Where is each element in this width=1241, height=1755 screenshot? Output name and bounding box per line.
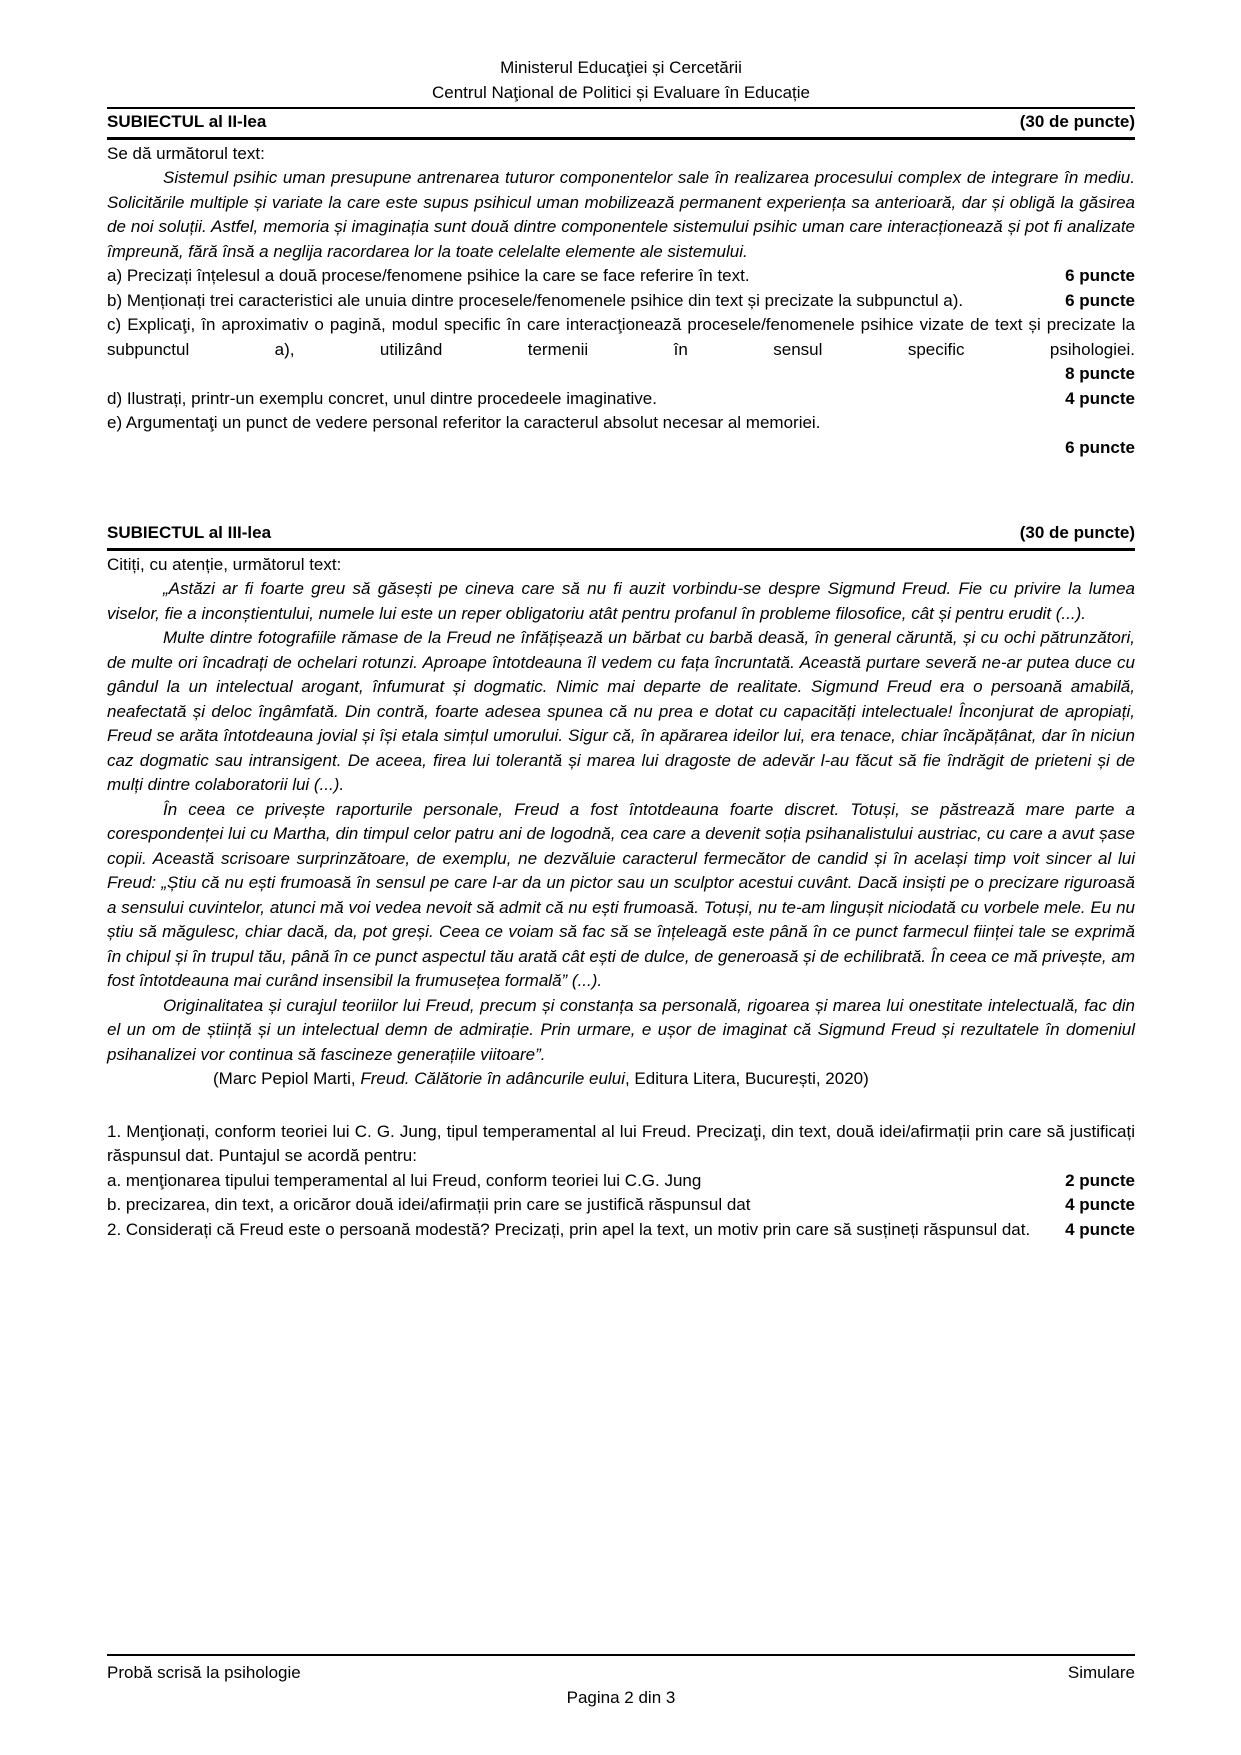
subject3-question-1b xyxy=(107,1193,1135,1218)
document-header xyxy=(107,56,1135,109)
subject3-paragraph-3: În ceea ce privește raporturile personale, Freud a fost întotdeauna foarte discret. Totuși, se păstrează mare parte a corespondenței lui cu Martha, din timpul celor patru ani de logodnă, cea care a devenit soția psihanalistului austriac, cu care a avut șase copii. Această scrisoare surprinzătoare, de exemplu, ne dezvăluie caracterul fermecător de candid și în același timp voit sincer al lui Freud: „Știu că nu ești frumoasă în sensul pe care l-ar da un pictor sau un sculptor acestui cuvânt. Dacă insiști pe o precizare riguroasă a sensului cuvintelor, atunci mă voi vedea nevoit să admit că nu ești frumoasă. Totuși, nu te-am lingușit niciodată cu vorbele mele. Eu nu știu să măgulesc, chiar dacă, da, pot greși. Ceea ce voiam să fac să se înțeleagă este până în ce punct farmecul ființei tale se exprimă în chipul și în trupul tău, până în ce punct aspectul tău arată cât ești de dulce, de generoasă și de echilibrată. În ceea ce mă privește, am fost întotdeauna mai curând insensibil la frumusețea formală” (...). xyxy=(107,799,1135,990)
subject2-item-c xyxy=(107,313,1135,362)
subject2-item-b-text: b) Menționați trei caracteristici ale unuia dintre procesele/fenomenele psihice din text și precizate la subpunctul a). xyxy=(107,290,964,310)
subject3-question-1a-points: 2 puncte xyxy=(1065,1170,1135,1190)
subject3-paragraph-2: Multe dintre fotografiile rămase de la Freud ne înfățișează un bărbat cu barbă deasă, în general căruntă, și cu ochi pătrunzători, de multe ori încadrați de ochelari rotunzi. Aproape întotdeauna îl vedem cu fața încruntată. Această purtare severă ne-ar putea duce cu gândul la un intelectual arogant, înfumurat și dogmatic. Nimic mai departe de realitate. Sigmund Freud era o persoană amabilă, neafectată și deloc îngâmfată. Din contră, foarte adesea spunea că nu prea e dotat cu capacități intelectuale! Înconjurat de apropiați, Freud se arăta întotdeauna jovial și își etala simțul umorului. Sigur că, în apărarea ideilor lui, era tenace, chiar încăpățânat, dar în niciun caz dogmatic sau intransigent. De aceea, firea lui tolerantă și marea lui dragoste de adevăr l-au făcut să fie îndrăgit de prieteni și de mulți dintre colaboratorii lui (...). xyxy=(107,628,1135,794)
subject2-item-a-points: 6 puncte xyxy=(1065,266,1135,285)
subject2-item-c-points: 8 puncte xyxy=(1065,364,1135,383)
subject3-title: SUBIECTUL al III-lea xyxy=(107,523,272,542)
subject2-intro: Se dă următorul text: xyxy=(107,143,265,163)
subject2-item-a-text: a) Precizați înțelesul a două procese/fenomene psihice la care se face referire în text. xyxy=(107,266,750,285)
subject2-item-a xyxy=(107,264,1135,289)
subject3-intro: Citiți, cu atenție, următorul text: xyxy=(107,554,342,574)
footer-exam-name: Probă scrisă la psihologie xyxy=(107,1663,301,1682)
header-center-line: Centrul Naţional de Politici și Evaluare în Educație xyxy=(432,82,810,102)
subject2-title: SUBIECTUL al II-lea xyxy=(107,112,267,131)
subject2-item-e xyxy=(107,411,1135,436)
subject2-quote-text: Sistemul psihic uman presupune antrenarea tuturor componentelor sale în realizarea procesului complex de integrare în mediu. Solicitările multiple și variate la care este supus psihicul uman mobilizează permanent experiența sa anterioară, dar și obligă la găsirea de noi soluții. Astfel, memoria și imaginația sunt două dintre componentele sistemului psihic uman care interacționează și pot fi analizate împreună, fără însă a neglija racordarea lor la toate celelalte elemente ale sistemului. xyxy=(107,168,1135,261)
subject2-item-e-text: e) Argumentaţi un punct de vedere personal referitor la caracterul absolut necesar al memoriei. xyxy=(107,413,821,432)
subject3-paragraph-1: „Astăzi ar fi foarte greu să găsești pe cineva care să nu fi auzit vorbindu-se despre Sigmund Freud. Fie cu privire la lumea viselor, fie a inconștientului, numele lui este un reper obligatoriu atât pentru profanul în probleme filosofice, cât și pentru erudit (...). xyxy=(107,579,1135,623)
footer-row xyxy=(107,1661,1135,1686)
subject3-paragraph-4: Originalitatea și curajul teoriilor lui Freud, precum și constanța sa personală, rigoarea și marea lui onestitate intelectuală, fac din el un om de știință și un intelectual demn de admirație. Prin urmare, e ușor de imaginat că Sigmund Freud și rezultatele în domeniul psihanalizei vor continua să fascineze generațiile viitoare”. xyxy=(107,995,1135,1064)
subject3-question-1a xyxy=(107,1169,1135,1194)
source-suffix: , Editura Litera, București, 2020) xyxy=(624,1069,869,1088)
header-ministry-line: Ministerul Educaţiei și Cercetării xyxy=(500,58,742,77)
subject2-item-b-points: 6 puncte xyxy=(1065,290,1135,310)
subject3-question-1: 1. Menţionați, conform teoriei lui C. G. Jung, tipul temperamental al lui Freud. Precizaţi, din text, două idei/afirmații prin care să justificați răspunsul dat. Puntajul se acordă pentru: xyxy=(107,1121,1135,1165)
page-footer xyxy=(107,1654,1135,1710)
subject3-question-1b-text: b. precizarea, din text, a oricăror două idei/afirmații prin care se justifică răspunsul dat xyxy=(107,1195,751,1214)
subject2-title-row xyxy=(107,109,1135,140)
subject3-question-2-points: 4 puncte xyxy=(1065,1219,1135,1239)
subject2-points-total: (30 de puncte) xyxy=(1019,112,1135,131)
subject3-title-row xyxy=(107,520,1135,551)
subject3-source-line xyxy=(107,1067,1135,1092)
source-prefix: (Marc Pepiol Marti, xyxy=(213,1069,361,1088)
subject2-item-c-text: c) Explicaţi, în aproximativ o pagină, modul specific în care interacţionează procesele/fenomenele psihice vizate de text și precizate la subpunctul a), utilizând termenii în sensul specific psihologiei. xyxy=(107,315,1135,359)
subject2-item-d-text: d) Ilustrați, printr-un exemplu concret, unul dintre procedeele imaginative. xyxy=(107,388,657,408)
subject2-item-b xyxy=(107,289,1135,314)
subject3-question-1a-text: a. menţionarea tipului temperamental al lui Freud, conform teoriei lui C.G. Jung xyxy=(107,1170,702,1190)
subject3-question-2-text: 2. Considerați că Freud este o persoană modestă? Precizați, prin apel la text, un motiv prin care să susțineți răspunsul dat. xyxy=(107,1219,1031,1239)
subject2-item-e-points: 6 puncte xyxy=(1065,437,1135,457)
subject3-question-2 xyxy=(107,1218,1135,1243)
source-book-title: Freud. Călătorie în adâncurile eului xyxy=(360,1069,625,1088)
subject3-question-1b-points: 4 puncte xyxy=(1065,1195,1135,1214)
subject2-item-d-points: 4 puncte xyxy=(1065,388,1135,408)
footer-session-label: Simulare xyxy=(1067,1663,1135,1682)
subject2-item-d xyxy=(107,387,1135,412)
footer-page-number: Pagina 2 din 3 xyxy=(566,1687,676,1707)
subject3-points-total: (30 de puncte) xyxy=(1019,523,1135,542)
